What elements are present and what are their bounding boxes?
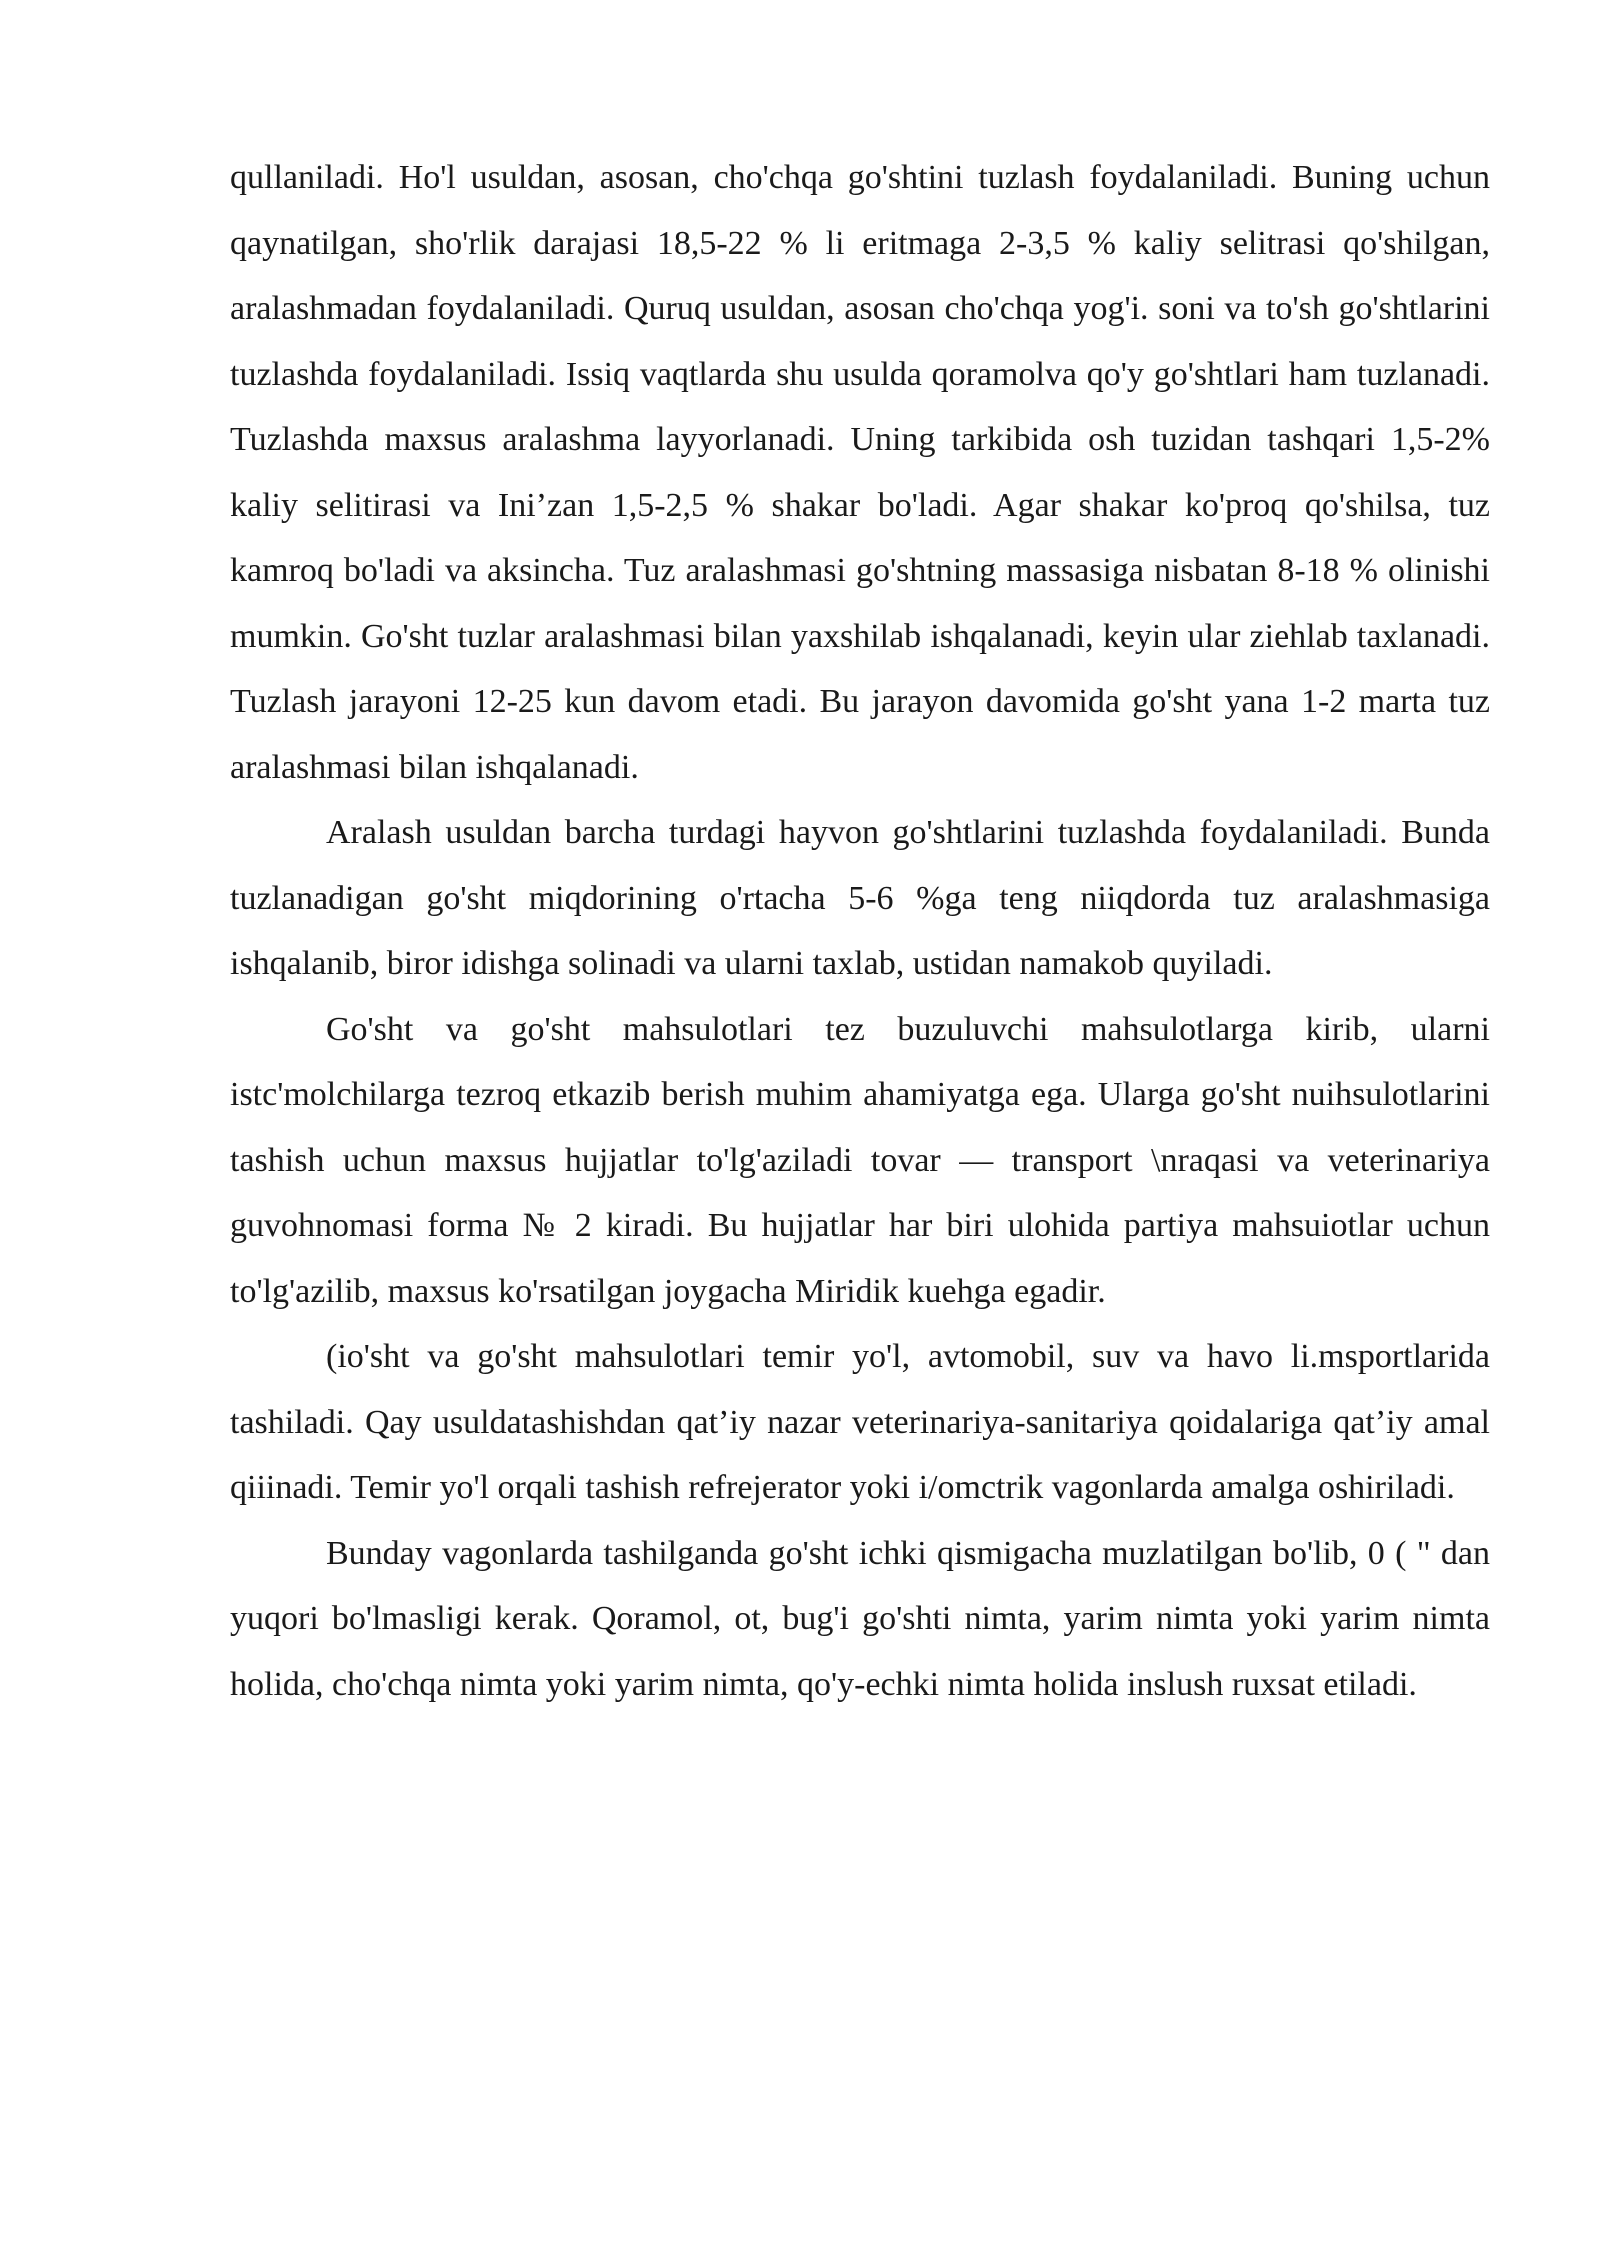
document-body xyxy=(230,145,1490,1717)
paragraph-transport-modes: (io'sht va go'sht mahsulotlari temir yo'l, avtomobil, suv va havo li.msportlarida tashiladi. Qay usuldatashishdan qat’iy nazar veterinariya-sanitariya qoidalariga qat’iy amal qiiinadi. Temir yo'l orqali tashish refrejerator yoki i/omctrik vagonlarda amalga oshiriladi. xyxy=(230,1338,1490,1506)
paragraph-perishable-products: Go'sht va go'sht mahsulotlari tez buzuluvchi mahsulotlarga kirib, ularni istc'molchilarga tezroq etkazib berish muhim ahamiyatga ega. Ularga go'sht nuihsulotlarini tashish uchun maxsus hujjatlar to'lg'aziladi tovar — transport \nraqasi va veterinariya guvohnomasi forma № 2 kiradi. Bu hujjatlar har biri ulohida partiya mahsuiotlar uchun to'lg'azilib, maxsus ko'rsatilgan joygacha Miridik kuehga egadir. xyxy=(230,1010,1490,1310)
paragraph-mixed-method: Aralash usuldan barcha turdagi hayvon go'shtlarini tuzlashda foydalaniladi. Bunda tuzlanadigan go'sht miqdorining o'rtacha 5-6 %ga teng niiqdorda tuz aralashmasiga ishqalanib, biror idishga solinadi va ularni taxlab, ustidan namakob quyiladi. xyxy=(230,814,1490,982)
paragraph-wagon-transport: Bunday vagonlarda tashilganda go'sht ichki qismigacha muzlatilgan bo'lib, 0 ( " dan yuqori bo'lmasligi kerak. Qoramol, ot, bug'i go'shti nimta, yarim nimta yoki yarim nimta holida, cho'chqa nimta yoki yarim nimta, qo'y-echki nimta holida inslush ruxsat etiladi. xyxy=(230,1534,1490,1703)
paragraph-continuation: qullaniladi. Ho'l usuldan, asosan, cho'chqa go'shtini tuzlash foydalaniladi. Buning uchun qaynatilgan, sho'rlik darajasi 18,5-22 % li eritmaga 2-3,5 % kaliy selitrasi qo'shilgan, aralashmadan foydalaniladi. Quruq usuldan, asosan cho'chqa yog'i. soni va to'sh go'shtlarini tuzlashda foydalaniladi. Issiq vaqtlarda shu usulda qoramolva qo'y go'shtlari ham tuzlanadi. Tuzlashda maxsus aralashma layyorlanadi. Uning tarkibida osh tuzidan tashqari 1,5-2% kaliy selitirasi va Ini’zan 1,5-2,5 % shakar bo'ladi. Agar shakar ko'proq qo'shilsa, tuz kamroq bo'ladi va aksincha. Tuz aralashmasi go'shtning massasiga nisbatan 8-18 % olinishi mumkin. Go'sht tuzlar aralashmasi bilan yaxshilab ishqalanadi, keyin ular ziehlab taxlanadi. Tuzlash jarayoni 12-25 kun davom etadi. Bu jarayon davomida go'sht yana 1-2 marta tuz aralashmasi bilan ishqalanadi. xyxy=(230,159,1490,786)
